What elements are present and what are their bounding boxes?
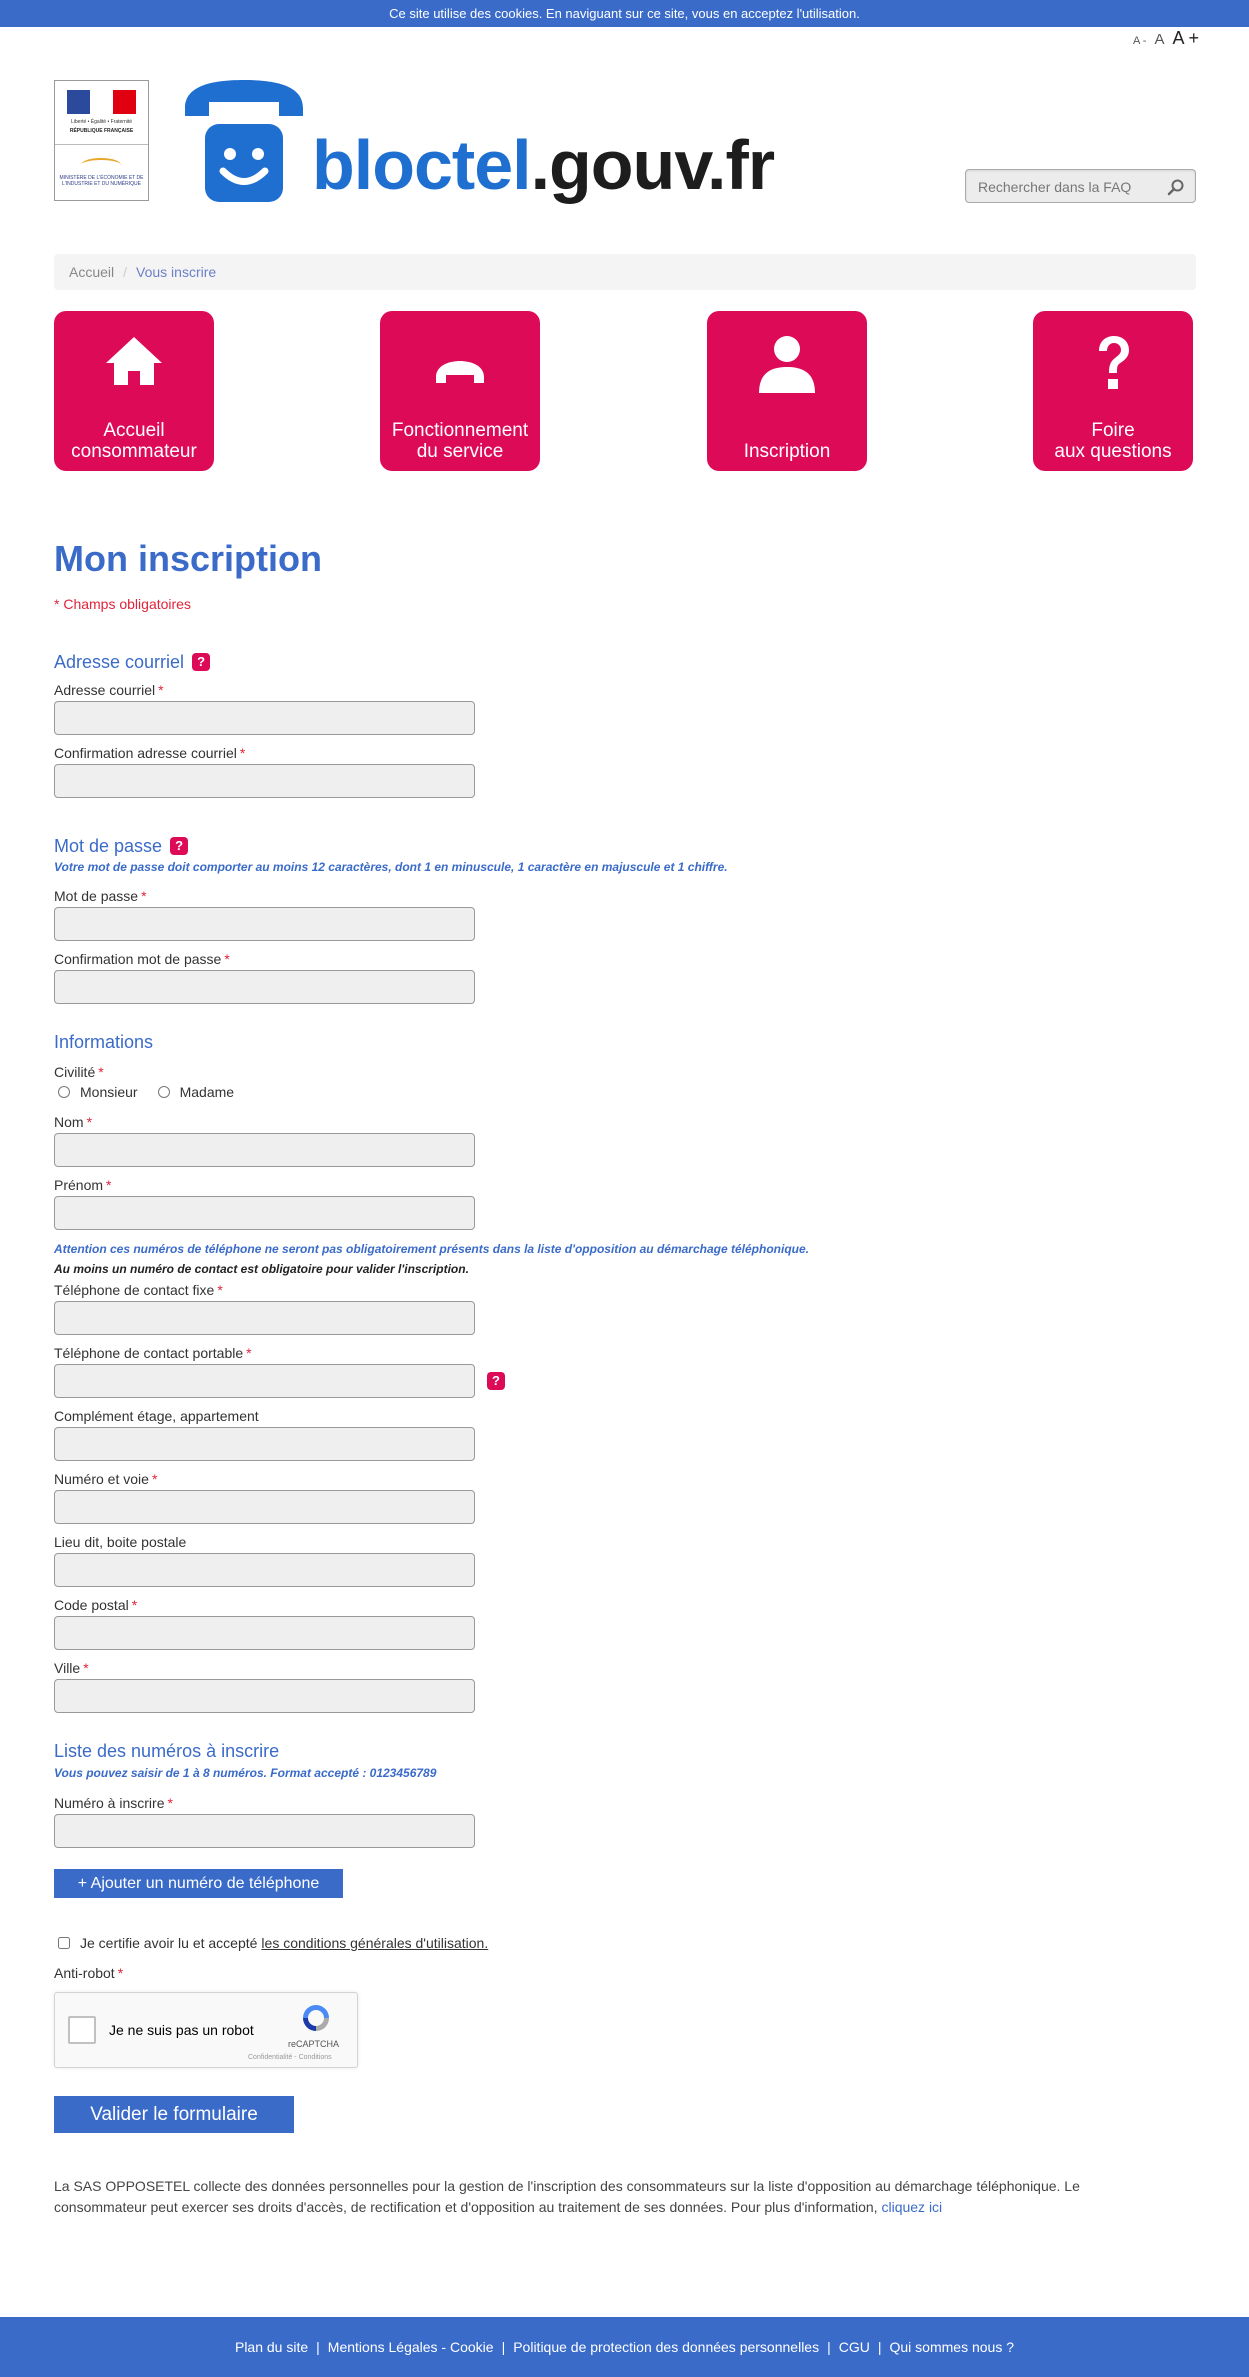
breadcrumb-current: Vous inscrire xyxy=(136,264,217,280)
number-label: Numéro à inscrire * xyxy=(54,1795,173,1811)
firstname-label: Prénom * xyxy=(54,1177,112,1193)
email-field[interactable] xyxy=(54,701,475,735)
numbers-hint: Vous pouvez saisir de 1 à 8 numéros. Format accepté : 0123456789 xyxy=(54,1766,437,1780)
firstname-field[interactable] xyxy=(54,1196,475,1230)
lastname-label: Nom * xyxy=(54,1114,93,1130)
civility-label: Civilité * xyxy=(54,1064,104,1080)
city-field[interactable] xyxy=(54,1679,475,1713)
phone-handset-icon xyxy=(430,335,490,387)
locality-label: Lieu dit, boite postale xyxy=(54,1534,187,1550)
cgu-link[interactable]: les conditions générales d'utilisation. xyxy=(261,1935,489,1951)
footer-separator: | xyxy=(316,2339,320,2355)
site-name-domain: .gouv.fr xyxy=(530,126,775,204)
footer xyxy=(0,2317,1249,2377)
footer-separator: | xyxy=(501,2339,506,2355)
site-name[interactable] xyxy=(312,125,774,205)
street-field[interactable] xyxy=(54,1490,475,1524)
section-password: Mot de passe ? xyxy=(54,836,188,857)
civility-madame[interactable]: Madame xyxy=(158,1084,234,1100)
footer-link-sitemap[interactable]: Plan du site xyxy=(234,2339,309,2355)
user-icon xyxy=(757,335,817,395)
password-label: Mot de passe * xyxy=(54,888,147,904)
help-mobile-icon[interactable]: ? xyxy=(487,1372,505,1390)
civility-monsieur[interactable]: Monsieur xyxy=(58,1084,138,1100)
footer-link-privacy[interactable]: Politique de protection des données personnelles xyxy=(513,2339,820,2355)
tile-accueil-consommateur[interactable] xyxy=(54,311,214,471)
lastname-field[interactable] xyxy=(54,1133,475,1167)
section-email: Adresse courriel ? xyxy=(54,652,210,673)
footer-link-cgu[interactable]: CGU xyxy=(838,2339,870,2355)
help-email-icon[interactable]: ? xyxy=(192,653,210,671)
section-numbers: Liste des numéros à inscrire xyxy=(54,1741,280,1761)
cgu-checkbox[interactable] xyxy=(58,1937,70,1949)
postcode-label: Code postal * xyxy=(54,1597,138,1613)
site-name-bloctel: bloctel xyxy=(312,126,531,204)
magnifier-icon[interactable] xyxy=(1167,178,1185,196)
postcode-field[interactable] xyxy=(54,1616,475,1650)
password-field[interactable] xyxy=(54,907,475,941)
recaptcha-widget xyxy=(54,1992,358,2068)
city-label: Ville * xyxy=(54,1660,89,1676)
recaptcha-icon xyxy=(300,2002,332,2034)
recaptcha-checkbox[interactable] xyxy=(68,2016,96,2044)
government-logo[interactable] xyxy=(54,80,149,201)
complement-label: Complément étage, appartement xyxy=(54,1408,259,1424)
landline-label: Téléphone de contact fixe * xyxy=(54,1282,223,1298)
cgu-consent xyxy=(58,1935,488,1951)
radio-monsieur[interactable] xyxy=(58,1086,70,1098)
recaptcha-text: Je ne suis pas un robot xyxy=(109,2022,254,2038)
question-mark-icon xyxy=(1083,335,1143,395)
ministry-name: MINISTÈRE DE L'ÉCONOMIE ET DE L'INDUSTRIE ET DU NUMÉRIQUE xyxy=(59,175,144,187)
faq-search-input[interactable] xyxy=(978,177,1158,197)
tile-label: Foire aux questions xyxy=(1054,420,1172,462)
antirobot-label: Anti-robot * xyxy=(54,1965,124,1981)
password-hint: Votre mot de passe doit comporter au moins 12 caractères, dont 1 en minuscule, 1 caractère en majuscule et 1 chiffre. xyxy=(54,860,728,874)
font-normal-button[interactable]: A xyxy=(1154,31,1165,48)
tile-faq[interactable] xyxy=(1033,311,1193,471)
republique-francaise-logo xyxy=(55,81,148,145)
republic-motto: Liberté • Égalité • Fraternité xyxy=(70,119,133,125)
tile-inscription[interactable] xyxy=(707,311,867,471)
marianne-flag-icon xyxy=(67,90,136,114)
tile-label: Fonctionnement du service xyxy=(391,420,529,462)
breadcrumb-home-link[interactable]: Accueil xyxy=(69,264,115,280)
phone-required-note: Au moins un numéro de contact est obligatoire pour valider l'inscription. xyxy=(54,1262,469,1276)
email-label: Adresse courriel * xyxy=(54,682,164,698)
mobile-label: Téléphone de contact portable * xyxy=(54,1345,252,1361)
email-confirm-label: Confirmation adresse courriel * xyxy=(54,745,246,761)
number-field[interactable] xyxy=(54,1814,475,1848)
submit-button[interactable]: Valider le formulaire xyxy=(54,2096,294,2133)
footer-separator: | xyxy=(877,2339,882,2355)
tile-fonctionnement[interactable] xyxy=(380,311,540,471)
required-fields-note: * Champs obligatoires xyxy=(54,596,191,612)
footer-link-legal[interactable]: Mentions Légales - Cookie xyxy=(327,2339,494,2355)
email-confirm-field[interactable] xyxy=(54,764,475,798)
ministry-emblem-icon xyxy=(81,158,121,172)
locality-field[interactable] xyxy=(54,1553,475,1587)
breadcrumb-separator: / xyxy=(123,264,128,280)
cgu-text: Je certifie avoir lu et accepté xyxy=(80,1935,258,1951)
add-number-button[interactable]: + Ajouter un numéro de téléphone xyxy=(54,1869,343,1898)
font-size-controls xyxy=(1133,28,1199,48)
footer-separator: | xyxy=(827,2339,831,2355)
gdpr-more-link[interactable]: cliquez ici xyxy=(881,2199,943,2215)
section-informations: Informations xyxy=(54,1032,154,1052)
street-label: Numéro et voie * xyxy=(54,1471,158,1487)
help-password-icon[interactable]: ? xyxy=(170,837,188,855)
complement-field[interactable] xyxy=(54,1427,475,1461)
recaptcha-legal-links[interactable]: Confidentialité - Conditions xyxy=(248,2054,332,2061)
password-confirm-label: Confirmation mot de passe * xyxy=(54,951,230,967)
phone-warning: Attention ces numéros de téléphone ne seront pas obligatoirement présents dans la liste d'opposition au démarchage téléphonique. xyxy=(54,1242,809,1256)
font-larger-button[interactable]: A + xyxy=(1172,28,1199,48)
radio-madame[interactable] xyxy=(158,1086,170,1098)
civility-options xyxy=(58,1084,254,1100)
mobile-field[interactable] xyxy=(54,1364,475,1398)
password-confirm-field[interactable] xyxy=(54,970,475,1004)
footer-link-about[interactable]: Qui sommes nous ? xyxy=(889,2339,1014,2355)
tile-label: Accueil consommateur xyxy=(71,420,197,462)
tile-label: Inscription xyxy=(743,441,831,462)
cookie-banner: Ce site utilise des cookies. En naviguant sur ce site, vous en acceptez l'utilisation. xyxy=(0,0,1249,27)
page-title: Mon inscription xyxy=(54,538,322,579)
breadcrumb xyxy=(54,254,1196,290)
home-icon xyxy=(104,335,164,387)
gdpr-notice: La SAS OPPOSETEL collecte des données personnelles pour la gestion de l'inscription des consommateurs sur la liste d'opposition au démarchage téléphonique. Le consommateur peut exercer ses droits d'accès, de rectification et d'opposition au traitement de ses données. Pour plus d'information, cliquez ici xyxy=(54,2178,1080,2215)
smiling-phone-icon[interactable] xyxy=(183,78,305,204)
font-smaller-button[interactable]: A - xyxy=(1133,35,1147,47)
recaptcha-brand: reCAPTCHA xyxy=(288,2039,340,2049)
faq-search xyxy=(965,169,1196,203)
landline-field[interactable] xyxy=(54,1301,475,1335)
republic-name: RÉPUBLIQUE FRANÇAISE xyxy=(69,128,134,134)
